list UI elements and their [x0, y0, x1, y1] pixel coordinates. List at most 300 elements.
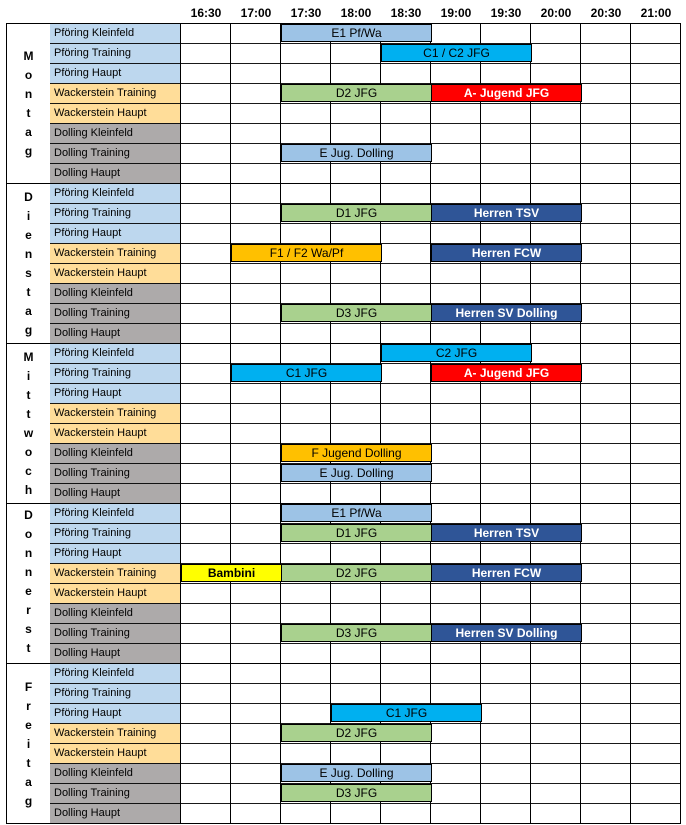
time-slot — [331, 743, 381, 763]
time-slot — [181, 623, 231, 643]
time-slot — [481, 443, 531, 463]
training-block: D1 JFG — [281, 204, 432, 222]
time-slot — [581, 363, 631, 383]
training-block: Herren FCW — [431, 564, 582, 582]
time-slot — [331, 383, 381, 403]
training-block: Bambini — [181, 564, 282, 582]
training-block: Herren FCW — [431, 244, 582, 262]
time-slot — [181, 43, 231, 63]
time-slot — [531, 683, 581, 703]
training-block: D3 JFG — [281, 304, 432, 322]
training-block: E Jug. Dolling — [281, 764, 432, 782]
time-slot — [381, 603, 431, 623]
time-slot — [531, 423, 581, 443]
time-slot — [531, 63, 581, 83]
day-letter: s — [25, 266, 32, 280]
time-slot — [231, 443, 281, 463]
time-slot — [181, 503, 231, 523]
time-slot — [531, 463, 581, 483]
time-slot — [631, 603, 681, 623]
day-letter: a — [25, 304, 32, 318]
time-slot — [581, 743, 631, 763]
time-slot — [231, 83, 281, 103]
training-block: Herren SV Dolling — [431, 304, 582, 322]
time-slot — [181, 403, 231, 423]
venue-label: Pföring Haupt — [50, 543, 181, 563]
time-slot — [581, 103, 631, 123]
time-slot — [231, 683, 281, 703]
training-block: E Jug. Dolling — [281, 464, 432, 482]
time-slot — [581, 323, 631, 343]
time-slot — [631, 443, 681, 463]
day-letter: r — [26, 698, 31, 713]
training-block: C1 / C2 JFG — [381, 44, 532, 62]
time-slot — [481, 743, 531, 763]
venue-label: Pföring Training — [50, 523, 181, 543]
time-slot — [631, 103, 681, 123]
time-slot — [331, 343, 381, 363]
schedule-row — [50, 323, 681, 343]
time-slot — [631, 583, 681, 603]
day-letter: h — [24, 483, 33, 497]
row-divider — [50, 183, 681, 184]
time-slot — [381, 243, 431, 263]
time-slot — [531, 403, 581, 423]
time-slot — [581, 763, 631, 783]
time-slot — [331, 603, 381, 623]
venue-label: Pföring Kleinfeld — [50, 503, 181, 523]
time-slot — [281, 183, 331, 203]
time-slot — [231, 483, 281, 503]
time-slot — [481, 483, 531, 503]
time-slot — [481, 183, 531, 203]
time-slot — [431, 483, 481, 503]
training-block: E Jug. Dolling — [281, 144, 432, 162]
row-divider — [50, 223, 681, 224]
time-slot — [231, 123, 281, 143]
row-divider — [50, 643, 681, 644]
time-slot — [181, 143, 231, 163]
time-slot — [281, 543, 331, 563]
venue-label: Wackerstein Haupt — [50, 743, 181, 763]
day-letter: a — [25, 125, 32, 139]
time-slot — [181, 343, 231, 363]
time-slot — [581, 423, 631, 443]
day-letter: e — [25, 228, 32, 242]
training-block: D1 JFG — [281, 524, 432, 542]
time-slot — [481, 423, 531, 443]
time-slot — [431, 663, 481, 683]
time-slot — [631, 43, 681, 63]
time-slot — [181, 163, 231, 183]
time-slot — [481, 123, 531, 143]
time-slot — [431, 383, 481, 403]
row-divider — [50, 43, 681, 44]
schedule-row — [50, 663, 681, 683]
time-slot — [231, 623, 281, 643]
time-slot — [181, 103, 231, 123]
schedule-row — [50, 183, 681, 203]
time-slot — [431, 643, 481, 663]
time-slot — [631, 683, 681, 703]
time-slot — [431, 683, 481, 703]
row-divider — [50, 683, 681, 684]
time-slot — [181, 663, 231, 683]
time-label: 17:30 — [290, 6, 322, 20]
day-letter: n — [24, 546, 33, 560]
time-slot — [481, 143, 531, 163]
schedule-row — [50, 403, 681, 423]
time-slot — [381, 163, 431, 183]
schedule-row — [50, 43, 681, 63]
time-slot — [181, 363, 231, 383]
time-slot — [581, 243, 631, 263]
venue-label: Dolling Haupt — [50, 163, 181, 183]
venue-label: Pföring Kleinfeld — [50, 343, 181, 363]
time-slot — [381, 743, 431, 763]
time-slot — [331, 663, 381, 683]
time-slot — [231, 63, 281, 83]
time-slot — [181, 423, 231, 443]
time-slot — [581, 143, 631, 163]
time-slot — [331, 103, 381, 123]
time-label: 21:00 — [640, 6, 672, 20]
time-slot — [281, 683, 331, 703]
schedule-row — [50, 343, 681, 363]
time-slot — [531, 783, 581, 803]
venue-label: Dolling Training — [50, 623, 181, 643]
time-slot — [381, 583, 431, 603]
time-slot — [581, 183, 631, 203]
time-label: 16:30 — [190, 6, 222, 20]
time-slot — [531, 803, 581, 823]
time-slot — [481, 543, 531, 563]
time-slot — [631, 123, 681, 143]
time-slot — [231, 303, 281, 323]
time-slot — [631, 783, 681, 803]
time-slot — [381, 183, 431, 203]
time-slot — [281, 403, 331, 423]
time-slot — [281, 663, 331, 683]
time-slot — [181, 763, 231, 783]
time-slot — [431, 423, 481, 443]
day-letter: D — [24, 190, 33, 204]
time-slot — [181, 223, 231, 243]
time-slot — [181, 183, 231, 203]
time-slot — [281, 803, 331, 823]
time-slot — [531, 23, 581, 43]
time-slot — [531, 443, 581, 463]
time-slot — [531, 723, 581, 743]
row-divider — [50, 103, 681, 104]
time-slot — [431, 263, 481, 283]
time-slot — [231, 463, 281, 483]
time-slot — [631, 803, 681, 823]
venue-label: Dolling Kleinfeld — [50, 283, 181, 303]
day-letter: g — [24, 793, 33, 808]
time-slot — [331, 643, 381, 663]
training-block: C1 JFG — [331, 704, 482, 722]
venue-label: Dolling Kleinfeld — [50, 443, 181, 463]
venue-label: Dolling Haupt — [50, 483, 181, 503]
time-slot — [331, 543, 381, 563]
time-slot — [431, 763, 481, 783]
time-slot — [231, 163, 281, 183]
time-slot — [231, 423, 281, 443]
day-letter: M — [23, 49, 34, 63]
day-letter: o — [24, 527, 33, 541]
time-slot — [431, 543, 481, 563]
time-slot — [581, 603, 631, 623]
time-slot — [381, 363, 431, 383]
venue-label: Pföring Kleinfeld — [50, 183, 181, 203]
time-slot — [431, 723, 481, 743]
venue-label: Pföring Haupt — [50, 63, 181, 83]
time-slot — [581, 203, 631, 223]
day-label — [6, 183, 50, 344]
time-slot — [581, 23, 631, 43]
schedule-row — [50, 223, 681, 243]
time-slot — [531, 643, 581, 663]
time-slot — [281, 283, 331, 303]
time-slot — [581, 283, 631, 303]
time-slot — [381, 663, 431, 683]
row-divider — [50, 423, 681, 424]
time-slot — [231, 383, 281, 403]
time-slot — [631, 623, 681, 643]
day-letter: n — [24, 87, 33, 101]
schedule-row — [50, 123, 681, 143]
row-divider — [50, 483, 681, 484]
time-slot — [331, 183, 381, 203]
time-slot — [381, 123, 431, 143]
time-slot — [431, 743, 481, 763]
time-slot — [531, 323, 581, 343]
time-slot — [631, 483, 681, 503]
time-slot — [431, 103, 481, 123]
venue-label: Wackerstein Haupt — [50, 583, 181, 603]
time-slot — [581, 263, 631, 283]
time-slot — [231, 603, 281, 623]
row-divider — [50, 123, 681, 124]
time-slot — [281, 123, 331, 143]
time-slot — [631, 383, 681, 403]
time-slot — [331, 583, 381, 603]
schedule-row — [50, 283, 681, 303]
day-letter: D — [24, 508, 33, 522]
time-slot — [531, 283, 581, 303]
time-slot — [331, 283, 381, 303]
time-slot — [631, 403, 681, 423]
time-slot — [381, 803, 431, 823]
time-slot — [181, 443, 231, 463]
time-slot — [431, 803, 481, 823]
time-slot — [631, 763, 681, 783]
time-slot — [581, 383, 631, 403]
time-slot — [181, 243, 231, 263]
time-slot — [331, 483, 381, 503]
time-slot — [631, 143, 681, 163]
time-slot — [631, 743, 681, 763]
time-slot — [181, 583, 231, 603]
time-slot — [231, 283, 281, 303]
venue-label: Wackerstein Haupt — [50, 103, 181, 123]
time-slot — [231, 703, 281, 723]
time-slot — [581, 583, 631, 603]
time-label: 19:30 — [490, 6, 522, 20]
time-slot — [331, 263, 381, 283]
time-slot — [581, 503, 631, 523]
time-slot — [631, 63, 681, 83]
time-slot — [531, 263, 581, 283]
time-slot — [481, 643, 531, 663]
time-slot — [381, 543, 431, 563]
venue-label: Wackerstein Training — [50, 723, 181, 743]
time-slot — [381, 403, 431, 423]
time-slot — [581, 563, 631, 583]
day-letter: t — [26, 285, 31, 299]
time-slot — [231, 583, 281, 603]
row-divider — [50, 583, 681, 584]
schedule-row — [50, 163, 681, 183]
time-label: 20:00 — [540, 6, 572, 20]
time-slot — [581, 43, 631, 63]
time-slot — [631, 663, 681, 683]
time-slot — [181, 323, 231, 343]
time-slot — [631, 503, 681, 523]
time-slot — [281, 383, 331, 403]
time-slot — [181, 743, 231, 763]
venue-label: Dolling Kleinfeld — [50, 603, 181, 623]
time-slot — [481, 723, 531, 743]
day-letter: g — [24, 323, 33, 337]
time-slot — [631, 563, 681, 583]
time-slot — [431, 323, 481, 343]
time-slot — [531, 583, 581, 603]
time-slot — [281, 163, 331, 183]
time-slot — [431, 283, 481, 303]
venue-label: Pföring Training — [50, 363, 181, 383]
day-letter: o — [24, 68, 33, 82]
schedule-row — [50, 423, 681, 443]
time-slot — [231, 183, 281, 203]
time-slot — [181, 683, 231, 703]
time-slot — [231, 643, 281, 663]
time-slot — [331, 403, 381, 423]
time-slot — [581, 723, 631, 743]
row-divider — [50, 163, 681, 164]
training-block: A- Jugend JFG — [431, 364, 582, 382]
time-slot — [481, 383, 531, 403]
time-slot — [581, 63, 631, 83]
time-slot — [481, 103, 531, 123]
time-slot — [581, 463, 631, 483]
time-slot — [481, 63, 531, 83]
training-block: F1 / F2 Wa/Pf — [231, 244, 382, 262]
time-slot — [631, 703, 681, 723]
day-letter: s — [25, 622, 32, 636]
time-slot — [431, 63, 481, 83]
time-slot — [531, 663, 581, 683]
time-slot — [481, 223, 531, 243]
time-slot — [431, 23, 481, 43]
venue-label: Pföring Training — [50, 203, 181, 223]
time-slot — [581, 223, 631, 243]
time-slot — [181, 123, 231, 143]
venue-label: Pföring Haupt — [50, 383, 181, 403]
day-letter: n — [24, 247, 33, 261]
time-slot — [181, 83, 231, 103]
time-slot — [431, 143, 481, 163]
time-slot — [231, 323, 281, 343]
time-slot — [631, 463, 681, 483]
time-slot — [481, 663, 531, 683]
time-slot — [181, 23, 231, 43]
time-slot — [581, 343, 631, 363]
training-block: D2 JFG — [281, 84, 432, 102]
time-slot — [231, 43, 281, 63]
time-slot — [631, 343, 681, 363]
time-slot — [181, 643, 231, 663]
time-slot — [231, 743, 281, 763]
time-slot — [631, 83, 681, 103]
time-label: 19:00 — [440, 6, 472, 20]
time-slot — [531, 763, 581, 783]
time-label: 18:00 — [340, 6, 372, 20]
time-slot — [481, 763, 531, 783]
time-slot — [431, 583, 481, 603]
time-slot — [381, 323, 431, 343]
time-slot — [231, 403, 281, 423]
time-slot — [381, 263, 431, 283]
time-slot — [581, 663, 631, 683]
time-slot — [331, 43, 381, 63]
time-slot — [431, 603, 481, 623]
time-slot — [431, 503, 481, 523]
time-slot — [581, 303, 631, 323]
day-letter: n — [24, 565, 33, 579]
time-slot — [581, 483, 631, 503]
time-label: 17:00 — [240, 6, 272, 20]
time-slot — [481, 403, 531, 423]
time-slot — [231, 663, 281, 683]
time-slot — [531, 543, 581, 563]
day-letter: c — [25, 464, 32, 478]
time-slot — [331, 323, 381, 343]
training-block: C2 JFG — [381, 344, 532, 362]
time-slot — [631, 543, 681, 563]
time-slot — [631, 643, 681, 663]
time-slot — [481, 803, 531, 823]
venue-label: Wackerstein Training — [50, 563, 181, 583]
time-slot — [281, 263, 331, 283]
time-slot — [481, 163, 531, 183]
time-slot — [481, 583, 531, 603]
time-slot — [231, 723, 281, 743]
time-slot — [631, 203, 681, 223]
training-block: E1 Pf/Wa — [281, 24, 432, 42]
day-letter: w — [23, 426, 34, 440]
day-letter: t — [26, 407, 31, 421]
day-label — [6, 343, 50, 504]
time-slot — [631, 323, 681, 343]
time-slot — [631, 363, 681, 383]
time-slot — [481, 23, 531, 43]
training-block: D2 JFG — [281, 564, 432, 582]
venue-label: Dolling Training — [50, 463, 181, 483]
row-divider — [50, 603, 681, 604]
row-divider — [50, 403, 681, 404]
